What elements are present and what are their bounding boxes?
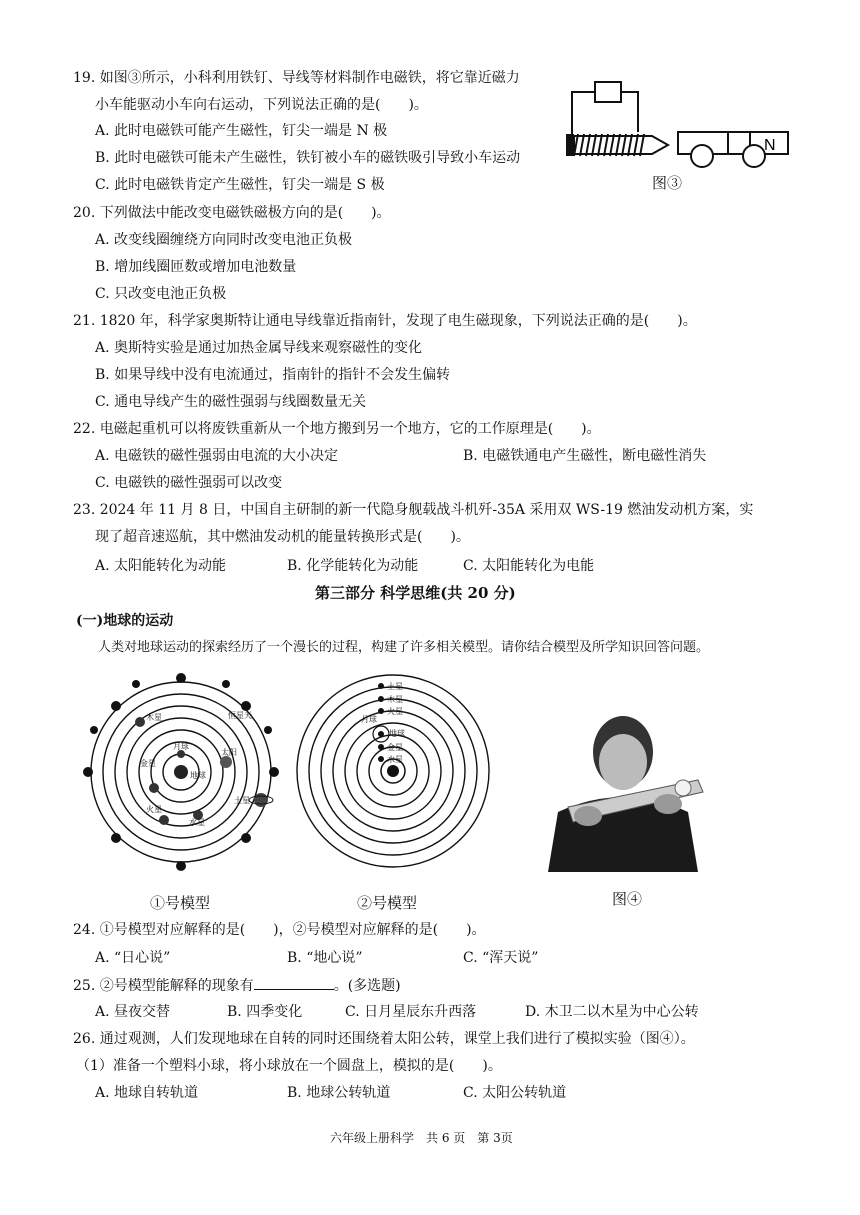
model1-label-venus: 金星 xyxy=(140,759,156,768)
q23-option-b: B. 化学能转化为动能 xyxy=(287,558,419,574)
q25-option-d: D. 木卫二以木星为中心公转 xyxy=(525,1004,699,1020)
q20-option-a: A. 改变线圈缠绕方向同时改变电池正负极 xyxy=(95,232,353,248)
part3-heading: 第三部分 科学思维(共 20 分) xyxy=(315,584,516,602)
model1-label-saturn: 土星 xyxy=(234,796,250,805)
figure-4-caption: 图④ xyxy=(612,890,643,908)
q19-option-a: A. 此时电磁铁可能产生磁性，钉尖一端是 N 极 xyxy=(95,123,388,139)
q20-option-b: B. 增加线圈匝数或增加电池数量 xyxy=(95,259,297,275)
q26-option-b: B. 地球公转轨道 xyxy=(287,1085,391,1101)
model1-label-sun: 太阳 xyxy=(221,748,237,757)
model2-label-venus: 金星 xyxy=(387,743,403,752)
q22-option-c: C. 电磁铁的磁性强弱可以改变 xyxy=(95,475,283,491)
model1-label-mars: 火星 xyxy=(146,805,162,814)
model2-label-mars: 火星 xyxy=(387,707,403,716)
model-1-caption: ①号模型 xyxy=(150,894,211,912)
q26-sub1: （1）准备一个塑料小球，将小球放在一个圆盘上，模拟的是( )。 xyxy=(76,1058,502,1074)
q24-stem: 24. ①号模型对应解释的是( )，②号模型对应解释的是( )。 xyxy=(73,922,486,938)
figure-3-n-pole-label: N xyxy=(764,137,776,154)
q26-option-a: A. 地球自转轨道 xyxy=(95,1085,199,1101)
q19-stem-line1: 19. 如图③所示，小科利用铁钉、导线等材料制作电磁铁，将它靠近磁力 xyxy=(73,70,520,86)
q22-stem: 22. 电磁起重机可以将废铁重新从一个地方搬到另一个地方，它的工作原理是( )。 xyxy=(73,421,601,437)
q26-stem: 26. 通过观测，人们发现地球在自转的同时还围绕着太阳公转，课堂上我们进行了模拟实验（图④）。 xyxy=(73,1031,695,1047)
q25-answer-blank[interactable] xyxy=(254,975,334,990)
model2-label-saturn: 土星 xyxy=(387,682,403,691)
q21-option-c: C. 通电导线产生的磁性强弱与线圈数量无关 xyxy=(95,394,367,410)
model2-label-moon: 月球 xyxy=(361,715,377,724)
q23-option-a: A. 太阳能转化为动能 xyxy=(95,558,227,574)
q21-option-b: B. 如果导线中没有电流通过，指南针的指针不会发生偏转 xyxy=(95,367,451,383)
figure-3-electromagnet-diagram xyxy=(560,72,800,182)
battery-icon xyxy=(595,82,621,102)
q21-stem: 21. 1820 年，科学家奥斯特让通电导线靠近指南针，发现了电生磁现象，下列说法正确的是( )。 xyxy=(73,313,697,329)
q26-option-c: C. 太阳公转轨道 xyxy=(463,1085,567,1101)
model2-label-mercury: 水星 xyxy=(387,755,403,764)
figure-3-caption: 图③ xyxy=(652,174,683,192)
q23-stem-line1: 23. 2024 年 11 月 8 日，中国自主研制的新一代隐身舰载战斗机歼-35A 采用双 WS-19 燃油发动机方案，实 xyxy=(73,502,754,518)
q24-option-a: A. “日心说” xyxy=(95,950,171,966)
model1-label-mercury: 水星 xyxy=(189,818,205,827)
q25-stem-post: 。(多选题) xyxy=(333,978,401,994)
model2-label-earth: 地球 xyxy=(389,729,405,738)
q19-option-c: C. 此时电磁铁肯定产生磁性，钉尖一端是 S 极 xyxy=(95,177,385,193)
section-intro: 人类对地球运动的探索经历了一个漫长的过程，构建了许多相关模型。请你结合模型及所学知识回答问题。 xyxy=(98,640,710,655)
model1-label-stars: 恒星天 xyxy=(228,711,252,720)
page-footer: 六年级上册科学 共 6 页 第 3页 xyxy=(330,1131,513,1145)
q21-option-a: A. 奥斯特实验是通过加热金属导线来观察磁性的变化 xyxy=(95,340,423,356)
q19-option-b: B. 此时电磁铁可能未产生磁性，铁钉被小车的磁铁吸引导致小车运动 xyxy=(95,150,521,166)
section1-heading: (一)地球的运动 xyxy=(76,613,174,629)
q22-option-b: B. 电磁铁通电产生磁性，断电磁性消失 xyxy=(463,448,707,464)
q25-option-a: A. 昼夜交替 xyxy=(95,1004,171,1020)
model1-label-jupiter: 木星 xyxy=(146,713,162,722)
q23-stem-line2: 现了超音速巡航，其中燃油发动机的能量转换形式是( )。 xyxy=(95,529,470,545)
model-1-geocentric-diagram xyxy=(76,670,286,875)
q23-option-c: C. 太阳能转化为电能 xyxy=(463,558,595,574)
q24-option-b: B. “地心说” xyxy=(287,950,363,966)
model-2-heliocentric-diagram xyxy=(293,668,493,873)
figure-4-photo-boy-with-disc xyxy=(528,712,713,872)
q19-stem-line2: 小车能驱动小车向右运动，下列说法正确的是( )。 xyxy=(95,97,428,113)
model1-label-earth: 地球 xyxy=(190,771,206,780)
model-2-caption: ②号模型 xyxy=(357,894,418,912)
q20-option-c: C. 只改变电池正负极 xyxy=(95,286,227,302)
q20-stem: 20. 下列做法中能改变电磁铁磁极方向的是( )。 xyxy=(73,205,391,221)
q25-option-b: B. 四季变化 xyxy=(227,1004,303,1020)
q25-option-c: C. 日月星辰东升西落 xyxy=(345,1004,477,1020)
q25-stem-pre: 25. ②号模型能解释的现象有 xyxy=(73,978,254,994)
q22-option-a: A. 电磁铁的磁性强弱由电流的大小决定 xyxy=(95,448,339,464)
model2-label-jupiter: 木星 xyxy=(387,695,403,704)
q24-option-c: C. “浑天说” xyxy=(463,950,539,966)
q25-stem xyxy=(73,975,401,996)
model1-label-moon: 月球 xyxy=(173,742,189,751)
